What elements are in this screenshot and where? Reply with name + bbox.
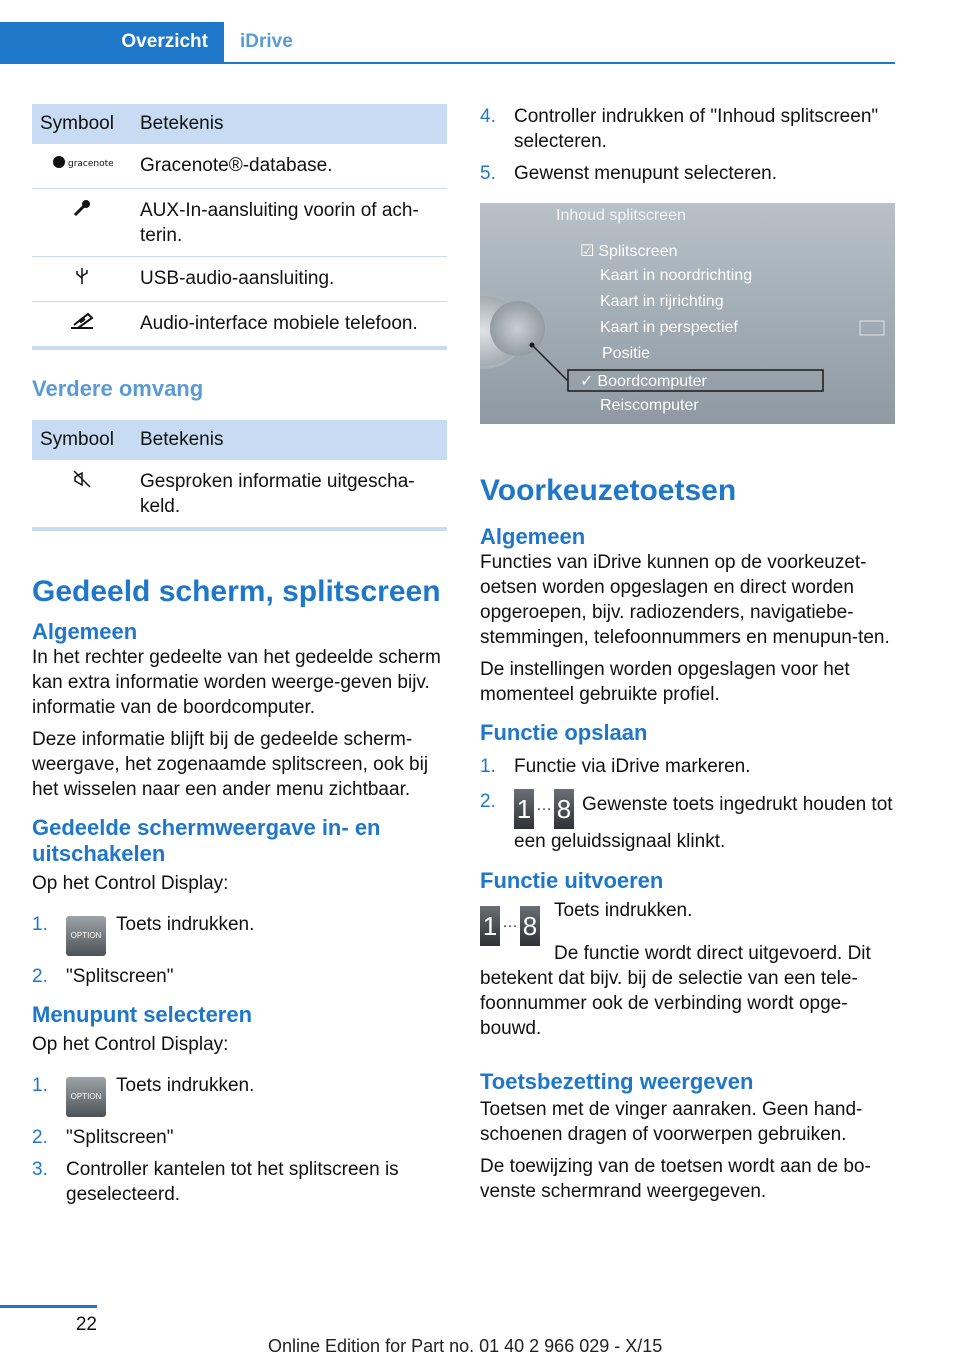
list-item [32, 1073, 447, 1117]
heading: Functie opslaan [480, 720, 648, 745]
paragraph: Functies van iDrive kunnen op de voorkeuzet-oetsen worden opgeslagen en direct worden opgeroepen, bijv. radiozenders, navigatiebe-stemmingen, telefoonnummers en menupun-ten. [480, 552, 890, 648]
list-text: Gewenste toets ingedrukt houden tot een geluidssignaal klinkt. [514, 794, 893, 852]
col-header-symbol: Symbool [32, 420, 132, 460]
menu-item-splitscreen[interactable] [580, 241, 830, 267]
option-button-icon: OPTION [66, 916, 106, 956]
table-row [32, 460, 447, 529]
table-row [32, 189, 447, 257]
list-number: 1. [32, 914, 48, 935]
heading: Functie uitvoeren [480, 868, 664, 893]
heading: Menupunt selecteren [32, 1002, 253, 1027]
option-button-icon: OPTION [66, 1077, 106, 1117]
heading-algemeen: Algemeen [32, 619, 138, 644]
list-text: Controller kantelen tot het splitscreen is geselecteerd. [66, 1159, 399, 1205]
list-item [32, 912, 447, 956]
col-header-meaning: Betekenis [132, 104, 447, 144]
speech-off-icon [32, 460, 132, 529]
preset-8-icon: 8 [554, 789, 574, 829]
page-number: 22 [75, 1314, 97, 1335]
row-text: Gracenote®-database. [132, 144, 447, 189]
paragraph: Op het Control Display: [32, 873, 229, 894]
right-column [480, 104, 895, 1204]
list-item [480, 161, 895, 186]
paragraph: Deze informatie blijft bij de gedeelde scherm-weergave, het zogenaamde splitscreen, ook bij het wisselen naar een ander menu zichtbaar. [32, 729, 429, 800]
list-number: 5. [480, 163, 496, 184]
menu-item[interactable]: Positie [602, 345, 651, 362]
steps-list [480, 754, 895, 854]
list-number: 1. [480, 756, 496, 777]
svg-text:gracenote: gracenote [68, 159, 113, 169]
paragraph: Op het Control Display: [32, 1034, 229, 1055]
row-text: AUX-In-aansluiting voorin of ach-terin. [132, 189, 447, 257]
screen-menu [580, 241, 830, 423]
tab-idrive[interactable]: iDrive [240, 31, 293, 52]
list-text: "Splitscreen" [66, 966, 174, 987]
row-text: Gesproken informatie uitgescha-keld. [132, 460, 447, 529]
list-text: Toets indrukken. [116, 1075, 255, 1096]
list-item [480, 789, 895, 854]
footer-edition: Online Edition for Part no. 01 40 2 966 029 - X/15 [268, 1336, 663, 1356]
list-number: 2. [480, 791, 496, 812]
table-row [32, 144, 447, 189]
list-text: Gewenst menupunt selecteren. [514, 163, 777, 184]
exec-row [480, 898, 895, 941]
row-text: Audio-interface mobiele telefoon. [132, 302, 447, 349]
heading: Gedeelde schermweergave in- en uitschakelen [32, 815, 381, 866]
list-number: 3. [32, 1159, 48, 1180]
menu-item[interactable]: Reiscomputer [600, 397, 699, 414]
list-text: "Splitscreen" [66, 1127, 174, 1148]
section-title: Gedeeld scherm, splitscreen [32, 575, 441, 608]
paragraph: De instellingen worden opgeslagen voor het momenteel gebruikte profiel. [480, 659, 850, 705]
steps-list [32, 912, 447, 989]
paragraph: In het rechter gedeelte van het gedeelde scherm kan extra informatie worden weerge-geven bijv. informatie van de boordcomputer. [32, 647, 441, 718]
menu-item[interactable]: Kaart in noordrichting [600, 267, 753, 284]
paragraph: De toewijzing van de toetsen wordt aan de bo-venste schermrand weergegeven. [480, 1156, 871, 1202]
heading: Toetsbezetting weergeven [480, 1069, 754, 1094]
paragraph: De functie wordt direct uitgevoerd. Dit betekent dat bijv. bij de selectie van een tele-foonnummer ook de verbinding wordt opge-bouwd. [480, 943, 871, 1039]
list-number: 2. [32, 966, 48, 987]
list-number: 2. [32, 1127, 48, 1148]
usb-icon [32, 257, 132, 302]
col-header-meaning: Betekenis [132, 420, 447, 460]
symbol-table-2 [32, 420, 447, 531]
aux-plug-icon [32, 189, 132, 257]
phone-interface-icon [32, 302, 132, 349]
checkbox-icon: ☑ [580, 243, 595, 260]
preset-1-icon: 1 [514, 789, 534, 829]
screen-title: Inhoud splitscreen [556, 207, 686, 224]
preset-8-icon: 8 [520, 906, 540, 946]
idrive-screen [480, 203, 895, 424]
left-column [32, 104, 447, 1207]
table-row [32, 257, 447, 302]
menu-item[interactable]: Kaart in perspectief [600, 319, 738, 336]
paragraph: Toetsen met de vinger aanraken. Geen hand-schoenen dragen of voorwerpen gebruiken. [480, 1099, 863, 1145]
heading-algemeen: Algemeen [480, 524, 586, 549]
section-subtitle: Verdere omvang [32, 376, 204, 401]
header-bar [0, 0, 895, 64]
list-item [32, 964, 447, 989]
preset-buttons-icon [480, 906, 540, 946]
menu-item-selected[interactable] [580, 371, 830, 397]
list-text: Functie via iDrive markeren. [514, 756, 751, 777]
table-row [32, 302, 447, 349]
tab-overzicht[interactable]: Overzicht [0, 22, 224, 62]
symbol-table [32, 104, 447, 350]
row-text: USB-audio-aansluiting. [132, 257, 447, 302]
list-item [32, 1125, 447, 1150]
footer-line [0, 1305, 97, 1308]
check-icon: ✓ [580, 373, 594, 390]
list-text: Controller indrukken of "Inhoud splitscreen" selecteren. [514, 106, 879, 152]
ellipsis: … [502, 914, 518, 931]
gracenote-icon [32, 144, 132, 189]
list-item [480, 104, 895, 154]
preset-1-icon: 1 [480, 906, 500, 946]
list-item [32, 1157, 447, 1207]
menu-item[interactable]: Kaart in rijrichting [600, 293, 724, 310]
steps-list [32, 1073, 447, 1207]
list-number: 4. [480, 106, 496, 127]
section-title: Voorkeuzetoetsen [480, 474, 737, 507]
menu-item-label: Splitscreen [598, 243, 678, 260]
menu-item-label: Boordcomputer [597, 373, 707, 390]
col-header-symbol: Symbool [32, 104, 132, 144]
list-number: 1. [32, 1075, 48, 1096]
paragraph: Toets indrukken. [554, 900, 693, 921]
ellipsis: … [536, 797, 552, 814]
list-item [480, 754, 895, 779]
list-text: Toets indrukken. [116, 914, 255, 935]
